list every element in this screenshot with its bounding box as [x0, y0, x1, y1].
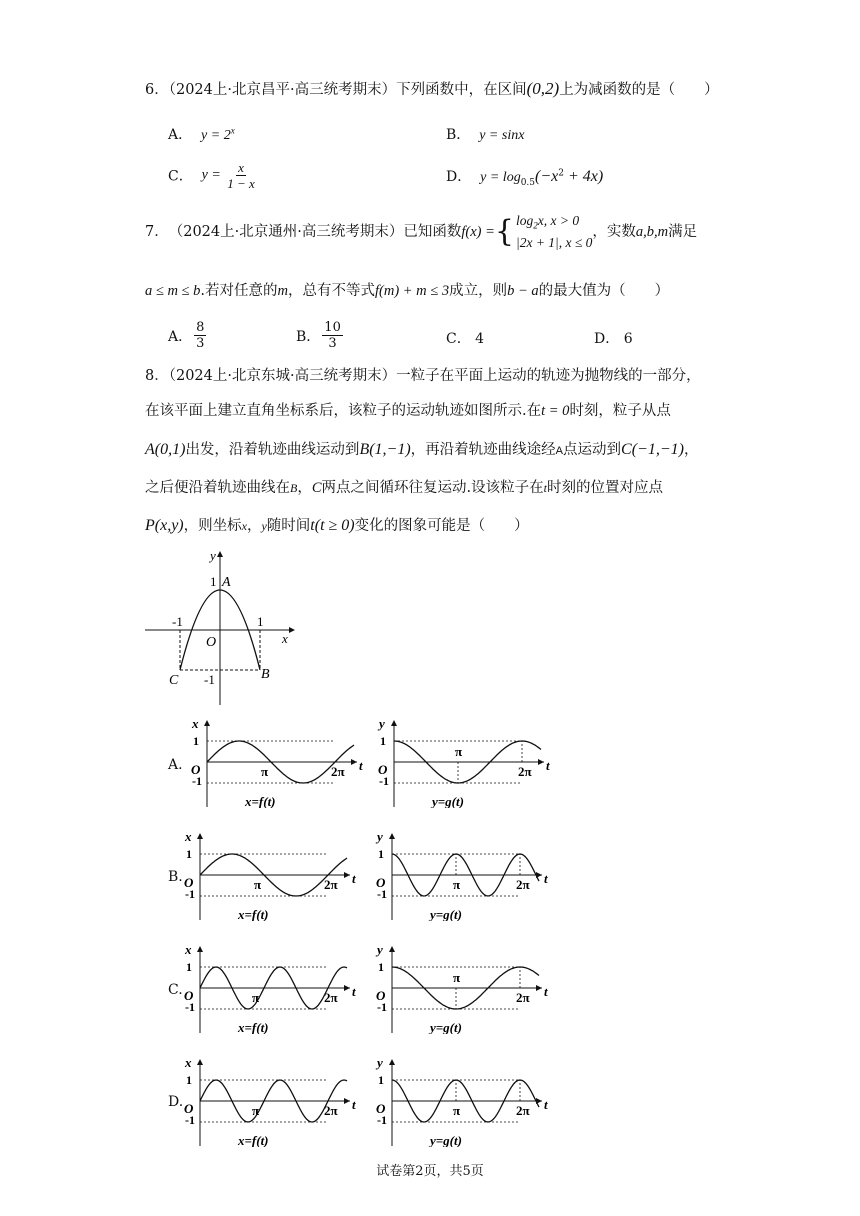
q8-point-c: C(−1,−1) [621, 441, 684, 458]
q7-line2-m: m [277, 283, 288, 299]
q6-option-d-sub: 0.5 [520, 177, 536, 188]
q7-case1-sub: 2 [533, 220, 538, 231]
traj-label-one-top: 1 [210, 574, 217, 589]
graph-label-axis: y [377, 829, 383, 844]
graph-v-axis-arrow [197, 946, 203, 952]
graph-label-2pi: 2π [331, 764, 345, 779]
graph-v-axis-arrow [197, 833, 203, 839]
traj-label-a: A [222, 575, 231, 590]
traj-label-y: y [210, 548, 216, 563]
graph-label-one: 1 [193, 734, 199, 748]
q8-line4-a: 之后便沿着轨迹曲线在 [145, 480, 290, 496]
q6-option-d-arg: (−x [535, 168, 559, 185]
q7-case1 [516, 212, 592, 235]
q6-source: （2024上·北京昌平·高三统考期末） [168, 82, 397, 98]
q7-option-a-label: A． [168, 328, 193, 345]
q7-option-a[interactable] [168, 320, 208, 351]
q8-line2-b: 时刻，粒子从点 [569, 403, 671, 419]
graph-label-one: 1 [378, 847, 384, 861]
graph-label-2pi: 2π [324, 1103, 338, 1118]
graph-v-axis-arrow [204, 720, 210, 726]
q8-point-b: B(1,−1) [359, 441, 411, 458]
q7-option-a-den: 3 [196, 336, 205, 351]
graph-label-neg1: -1 [379, 774, 389, 788]
q7-option-b-label: B． [296, 328, 321, 345]
q8-line3-d: ， [683, 442, 699, 458]
q7-stem-c: 满足 [668, 224, 698, 240]
q8-line4-c-point: C [311, 480, 322, 496]
graph-label-neg1: -1 [377, 1000, 387, 1014]
q7-line2-e: 的最大值为（ ） [538, 283, 670, 299]
graph-label-pi: π [455, 744, 463, 759]
q8-line4-b-point: B [290, 481, 298, 495]
q8-line3-apt: A [555, 445, 564, 457]
graph-t-axis-arrow [538, 759, 544, 765]
q6-option-c-num: x [238, 160, 244, 175]
q7-option-a-num: 8 [196, 320, 205, 335]
q8-line4-t: t [543, 481, 547, 495]
traj-label-b: B [261, 667, 270, 682]
q8-line5-a: ，则坐标 [183, 518, 242, 534]
graph-v-axis-arrow [391, 720, 397, 726]
q8-line3-a: 出发，沿着轨迹曲线运动到 [185, 442, 360, 458]
graph-t-axis-arrow [536, 985, 542, 991]
graph-caption: x=f(t) [238, 907, 269, 921]
q6-interval: (0,2) [526, 79, 560, 98]
graph-label-neg1: -1 [185, 887, 195, 901]
q7-option-d-label: D． [594, 331, 620, 347]
graph-label-2pi: 2π [518, 764, 532, 779]
traj-label-x: x [282, 631, 288, 646]
q7-fx: f(x) = [461, 224, 495, 240]
q8-line3 [145, 440, 698, 461]
graph-label-one: 1 [186, 1073, 192, 1087]
graph-label-neg1: -1 [377, 1113, 387, 1127]
q6-option-a-label: A． [168, 127, 193, 143]
q8-line3-c: 点运动到 [563, 442, 622, 458]
q8-line4 [145, 478, 663, 498]
q6-option-b-label: B． [446, 127, 471, 143]
graph-label-one: 1 [186, 960, 192, 974]
q7-option-b-den: 3 [328, 336, 337, 351]
graph-label-axis: x [192, 716, 199, 731]
q7-inequality: f(m) + m ≤ 3 [374, 283, 450, 299]
q8-option-a-x-graph [185, 716, 365, 808]
graph-label-axis: y [377, 1055, 383, 1070]
q7-option-b-num: 10 [324, 320, 341, 335]
q8-number: 8． [145, 368, 169, 384]
q7-line2 [145, 281, 669, 301]
q7-case1-cond: x, x > 0 [537, 212, 580, 228]
q8-line4-c: 两点之间循环往复运动.设该粒子在 [321, 480, 544, 496]
graph-label-neg1: -1 [377, 887, 387, 901]
traj-label-one-right: 1 [257, 614, 264, 629]
q7-stem-a: 已知函数 [403, 224, 462, 240]
q7-option-c-val: 4 [475, 331, 485, 347]
graph-label-axis: y [377, 942, 383, 957]
traj-label-o: O [206, 635, 217, 650]
q6-stem [145, 79, 719, 100]
q6-option-b[interactable] [446, 124, 524, 144]
graph-label-one: 1 [186, 847, 192, 861]
graph-label-pi: π [252, 990, 260, 1005]
q7-vars: a,b,m [635, 224, 669, 240]
q7-stem-b: ，实数 [592, 224, 636, 240]
graph-label-t: t [544, 1097, 548, 1112]
q6-option-c[interactable] [168, 160, 257, 191]
graph-caption: y=g(t) [430, 907, 462, 921]
q8-option-a-label[interactable]: A. [168, 757, 183, 773]
graph-label-pi: π [261, 764, 269, 779]
q7-line2-d: 成立，则 [449, 283, 508, 299]
graph-label-axis: y [379, 716, 385, 731]
graph-v-axis-arrow [389, 946, 395, 952]
graph-t-axis-arrow [344, 985, 350, 991]
q8-option-d-y-graph [370, 1055, 550, 1147]
q7-case2: |2x + 1|, x ≤ 0 [515, 235, 593, 251]
q7-option-b-fraction [322, 320, 343, 351]
q7-piecewise [516, 212, 592, 253]
graph-label-2pi: 2π [324, 990, 338, 1005]
graph-label-axis: x [185, 1055, 192, 1070]
q8-option-b-x-graph [178, 829, 358, 921]
q6-number: 6． [145, 82, 169, 98]
q7-option-c[interactable] [446, 328, 484, 348]
graph-label-pi: π [254, 877, 262, 892]
graph-label-2pi: 2π [516, 990, 530, 1005]
q7-line2-b: .若对任意的 [200, 283, 278, 299]
q8-option-c-label[interactable]: C. [168, 982, 183, 998]
q6-stem-b: 上为减函数的是（ ） [559, 82, 719, 98]
q7-option-b[interactable] [296, 320, 345, 351]
q6-stem-a: 下列函数中，在区间 [396, 82, 527, 98]
q8-option-d-x-graph [178, 1055, 358, 1147]
graph-caption: y=g(t) [430, 1133, 462, 1147]
graph-t-axis-arrow [351, 759, 357, 765]
graph-label-o: O [184, 988, 194, 1003]
graph-label-o: O [184, 1101, 194, 1116]
q6-option-c-fraction [227, 160, 255, 191]
q7-line2-c: ，总有不等式 [287, 283, 375, 299]
q8-line1 [145, 366, 701, 386]
q7-number: 7． [145, 224, 169, 240]
q8-option-d-label[interactable]: D. [168, 1094, 184, 1110]
graph-label-one: 1 [380, 734, 386, 748]
graph-label-t: t [359, 758, 363, 773]
q8-line5-c: 随时间 [266, 518, 311, 534]
graph-label-o: O [376, 988, 386, 1003]
q8-line2-a: 在该平面上建立直角坐标系后，该粒子的运动轨迹如图所示.在 [145, 403, 542, 419]
q8-line2 [145, 401, 671, 421]
q8-line4-d: 时刻的位置对应点 [546, 480, 663, 496]
page-footer: 试卷第2页，共5页 [376, 1164, 484, 1179]
graph-label-2pi: 2π [516, 1103, 530, 1118]
q8-option-a-y-graph [372, 716, 552, 808]
graph-caption: x=f(t) [245, 794, 276, 808]
q6-option-b-expr: y = sinx [479, 128, 525, 143]
q8-option-c-x-graph [178, 942, 358, 1034]
q8-option-b-y-graph [370, 829, 550, 921]
graph-label-pi: π [252, 1103, 260, 1118]
q6-option-a[interactable] [168, 124, 235, 144]
q8-point-a: A(0,1) [145, 441, 186, 458]
graph-label-t: t [544, 984, 548, 999]
q7-option-c-label: C． [446, 331, 471, 347]
q8-line4-b: ， [297, 480, 312, 496]
q7-brace: { [494, 214, 514, 249]
graph-label-pi: π [453, 877, 461, 892]
q8-line5-x: x [241, 519, 247, 533]
q8-line1-text: 一粒子在平面上运动的轨迹为抛物线的一部分， [396, 368, 701, 384]
q6-option-c-label: C． [168, 168, 193, 185]
q8-line3-b: ，再沿着轨迹曲线途经 [410, 442, 556, 458]
graph-label-axis: x [185, 942, 192, 957]
q7-stem [145, 212, 697, 252]
q8-option-b-label[interactable]: B. [168, 869, 183, 885]
q6-option-d-label: D． [446, 169, 472, 185]
q6-option-d-expr: y = log [480, 170, 521, 185]
graph-label-one: 1 [378, 1073, 384, 1087]
q6-option-a-sup: x [230, 125, 235, 136]
q6-option-d-sup: 2 [558, 168, 564, 179]
graph-label-o: O [376, 1101, 386, 1116]
q7-b-minus-a: b − a [507, 283, 539, 299]
graph-caption: x=f(t) [238, 1020, 269, 1034]
graph-v-axis-arrow [389, 833, 395, 839]
graph-label-neg1: -1 [185, 1113, 195, 1127]
graph-caption: x=f(t) [238, 1133, 269, 1147]
q7-source: （2024上·北京通州·高三统考期末） [168, 224, 404, 240]
traj-label-neg1-left: -1 [172, 614, 183, 629]
graph-label-axis: x [185, 829, 192, 844]
q8-line5-t: t(t ≥ 0) [310, 517, 355, 534]
q7-case1-log: log [515, 212, 534, 228]
graph-label-pi: π [453, 970, 461, 985]
q8-source: （2024上·北京东城·高三统考期末） [168, 368, 397, 384]
graph-label-2pi: 2π [516, 877, 530, 892]
graph-label-t: t [544, 871, 548, 886]
q7-option-d[interactable] [594, 328, 633, 348]
graph-v-axis-arrow [389, 1059, 395, 1065]
graph-v-axis-arrow [197, 1059, 203, 1065]
graph-t-axis-arrow [344, 1098, 350, 1104]
q8-line5 [145, 516, 529, 536]
graph-label-o: O [191, 762, 201, 777]
graph-t-axis-arrow [344, 872, 350, 878]
graph-label-pi: π [453, 1103, 461, 1118]
graph-label-t: t [546, 758, 550, 773]
graph-label-neg1: -1 [192, 774, 202, 788]
graph-caption: y=g(t) [432, 794, 464, 808]
graph-label-2pi: 2π [324, 877, 338, 892]
q8-line5-b: ， [246, 518, 262, 534]
graph-label-t: t [352, 984, 356, 999]
q7-option-d-val: 6 [623, 331, 633, 347]
traj-label-neg1-bottom: -1 [204, 672, 215, 687]
q6-option-a-expr: y = 2 [201, 128, 231, 143]
q6-option-d-tail: + 4x) [564, 168, 604, 185]
q6-option-d[interactable] [446, 166, 603, 188]
q6-option-c-den: 1 − x [227, 176, 255, 191]
q6-option-c-lhs: y = [201, 167, 221, 183]
q8-option-c-y-graph [370, 942, 550, 1034]
q7-option-a-fraction [194, 320, 206, 351]
graph-label-neg1: -1 [185, 1000, 195, 1014]
graph-label-o: O [378, 762, 388, 777]
q8-line5-d: 变化的图象可能是（ ） [354, 518, 529, 534]
graph-caption: y=g(t) [430, 1020, 462, 1034]
q8-point-p: P(x,y) [145, 517, 184, 534]
q8-line5-y: y [261, 519, 267, 533]
trajectory-figure [140, 548, 300, 708]
q7-line2-a: a ≤ m ≤ b [145, 283, 201, 299]
graph-label-t: t [352, 871, 356, 886]
q8-line2-t: t = 0 [541, 403, 570, 419]
graph-label-o: O [376, 875, 386, 890]
traj-label-c: C [169, 673, 179, 688]
graph-label-t: t [352, 1097, 356, 1112]
graph-label-o: O [184, 875, 194, 890]
graph-label-one: 1 [378, 960, 384, 974]
